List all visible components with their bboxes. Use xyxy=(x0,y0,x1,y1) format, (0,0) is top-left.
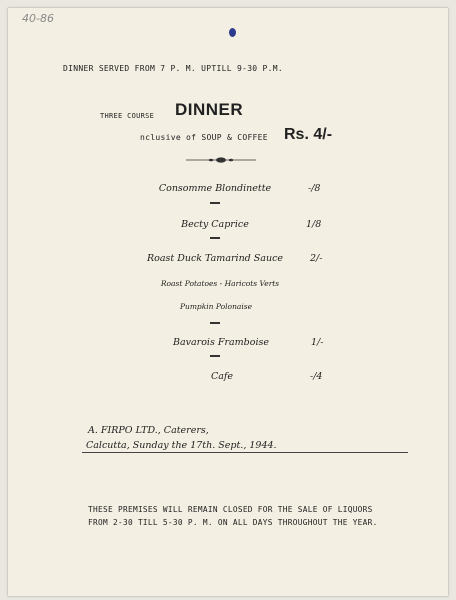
liquor-notice-line: FROM 2-30 TILL 5-30 P. M. ON ALL DAYS THROUGHOUT THE YEAR. xyxy=(88,518,378,527)
menu-item-name: Cafe xyxy=(210,371,234,382)
menu-item-name: Roast Potatoes - Haricots Verts xyxy=(160,279,280,288)
course-separator xyxy=(210,355,220,357)
three-course-label: THREE COURSE xyxy=(100,112,155,120)
pencil-annotation: 40-86 xyxy=(22,12,54,25)
set-price: Rs. 4/- xyxy=(284,126,333,143)
menu-item-name: Consomme Blondinette xyxy=(158,183,272,194)
menu-item-name: Roast Duck Tamarind Sauce xyxy=(146,253,284,264)
course-separator xyxy=(210,322,220,324)
caterer-date: Calcutta, Sunday the 17th. Sept., 1944. xyxy=(86,440,277,451)
menu-item-price: -/8 xyxy=(308,183,321,194)
menu-item-price: -/4 xyxy=(310,371,323,382)
horizontal-rule xyxy=(82,452,408,453)
course-separator xyxy=(210,202,220,204)
inclusive-note: nclusive of SOUP & COFFEE xyxy=(140,133,268,142)
menu-item-name: Bavarois Framboise xyxy=(172,337,270,348)
served-hours: DINNER SERVED FROM 7 P. M. UPTILL 9-30 P.M. xyxy=(63,64,284,73)
dinner-title: DINNER xyxy=(175,100,244,119)
menu-item-name: Becty Caprice xyxy=(181,219,249,230)
course-separator xyxy=(210,237,220,239)
menu-item-price: 1/- xyxy=(311,337,324,348)
menu-item-price: 1/8 xyxy=(306,219,322,230)
ornament-divider-icon xyxy=(186,155,256,165)
menu-item-name: Pumpkin Polonaise xyxy=(179,302,253,311)
caterer-name: A. FIRPO LTD., Caterers, xyxy=(88,425,209,436)
menu-card xyxy=(8,8,448,596)
menu-item-price: 2/- xyxy=(310,253,323,264)
liquor-notice-line: THESE PREMISES WILL REMAIN CLOSED FOR THE SALE OF LIQUORS xyxy=(88,505,373,514)
blue-pin-mark xyxy=(229,28,236,37)
